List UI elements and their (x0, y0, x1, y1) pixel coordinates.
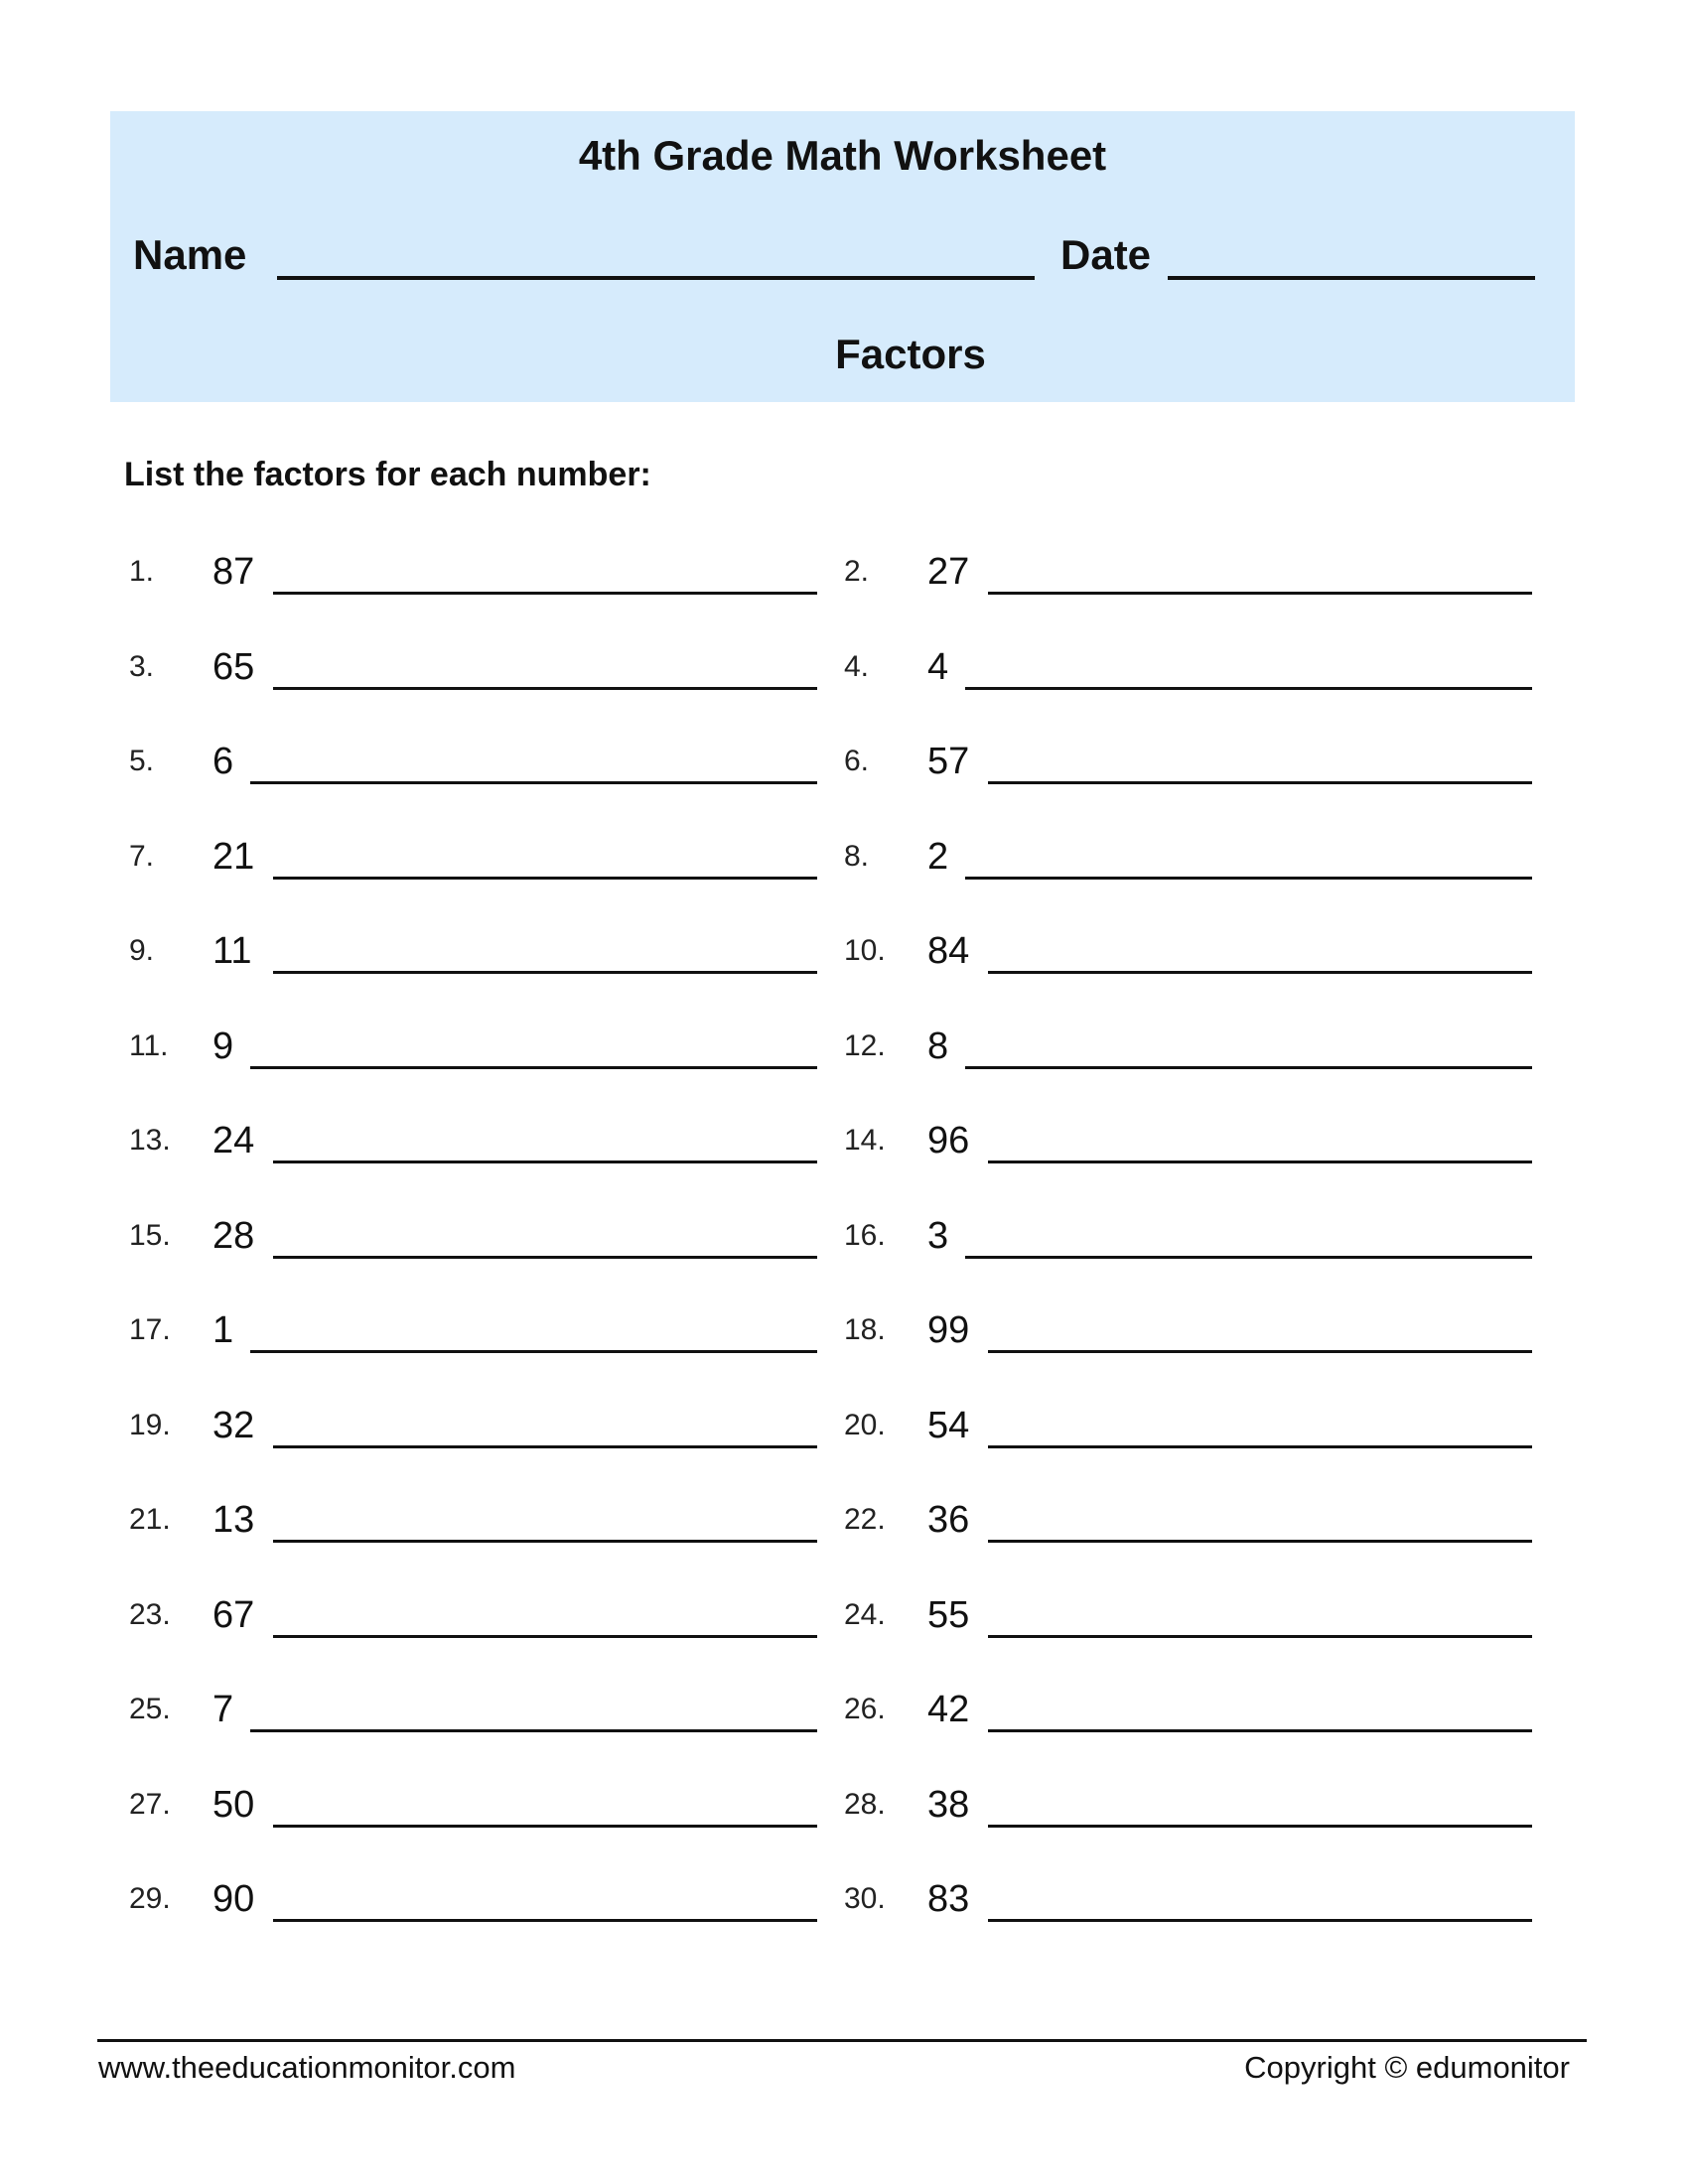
problem-item (129, 835, 817, 894)
problem-value: 27 (927, 551, 970, 593)
problem-number: 21. (129, 1503, 171, 1536)
problem-value: 38 (927, 1783, 970, 1826)
problem-number: 29. (129, 1882, 171, 1915)
problem-number: 1. (129, 555, 155, 588)
answer-line[interactable] (988, 971, 1532, 974)
answer-line[interactable] (273, 971, 817, 974)
problem-number: 15. (129, 1218, 171, 1252)
answer-line[interactable] (965, 1066, 1532, 1069)
problem-value: 96 (927, 1120, 970, 1161)
footer-copyright: Copyright © edumonitor (1244, 2050, 1570, 2085)
problem-item (844, 835, 1532, 894)
answer-line[interactable] (988, 1729, 1532, 1732)
problem-item (844, 1024, 1532, 1084)
problem-number: 22. (844, 1503, 886, 1536)
answer-line[interactable] (988, 781, 1532, 784)
date-label: Date (1060, 231, 1152, 278)
problem-item (844, 1214, 1532, 1274)
problem-value: 13 (212, 1499, 255, 1541)
problem-value: 21 (212, 835, 255, 878)
problem-value: 36 (927, 1499, 970, 1541)
problem-number: 13. (129, 1124, 171, 1157)
problem-value: 2 (927, 835, 949, 878)
instructions: List the factors for each number: (124, 456, 651, 493)
problem-value: 50 (212, 1783, 255, 1826)
answer-line[interactable] (965, 877, 1532, 880)
problem-item (129, 1024, 817, 1084)
footer-website: www.theeducationmonitor.com (98, 2050, 516, 2085)
problem-value: 90 (212, 1878, 255, 1920)
answer-line[interactable] (988, 1350, 1532, 1353)
problem-value: 54 (927, 1404, 970, 1446)
problem-number: 3. (129, 649, 155, 683)
problem-item (129, 1498, 817, 1558)
problem-item (129, 1688, 817, 1747)
problem-value: 65 (212, 645, 255, 688)
problem-number: 27. (129, 1787, 171, 1821)
problem-value: 7 (212, 1689, 234, 1730)
problem-number: 23. (129, 1597, 171, 1631)
answer-line[interactable] (250, 1350, 817, 1353)
problem-number: 26. (844, 1693, 886, 1725)
problem-value: 4 (927, 645, 949, 688)
problem-item (844, 740, 1532, 799)
answer-line[interactable] (273, 1919, 817, 1922)
name-label: Name (133, 231, 247, 278)
answer-line[interactable] (273, 1256, 817, 1259)
problem-value: 42 (927, 1689, 970, 1730)
problem-item (129, 1308, 817, 1368)
problem-item (129, 929, 817, 989)
answer-line[interactable] (988, 1825, 1532, 1828)
problem-number: 25. (129, 1693, 171, 1725)
answer-line[interactable] (250, 1729, 817, 1732)
problem-item (844, 1498, 1532, 1558)
answer-line[interactable] (988, 1160, 1532, 1163)
problem-value: 57 (927, 741, 970, 782)
problem-item (129, 1593, 817, 1653)
answer-line[interactable] (988, 1445, 1532, 1448)
problem-item (129, 1119, 817, 1178)
worksheet-subtitle: Factors (835, 331, 986, 377)
answer-line[interactable] (988, 1540, 1532, 1543)
problem-number: 10. (844, 934, 886, 967)
problem-number: 4. (844, 649, 870, 683)
answer-line[interactable] (965, 1256, 1532, 1259)
problem-item (844, 1593, 1532, 1653)
problem-number: 14. (844, 1124, 886, 1157)
answer-line[interactable] (273, 877, 817, 880)
problem-item (844, 929, 1532, 989)
answer-line[interactable] (988, 1919, 1532, 1922)
problem-item (129, 1877, 817, 1937)
answer-line[interactable] (965, 687, 1532, 690)
problem-item (844, 550, 1532, 610)
problem-item (129, 645, 817, 705)
answer-line[interactable] (273, 687, 817, 690)
problem-item (844, 645, 1532, 705)
answer-line[interactable] (273, 592, 817, 595)
answer-line[interactable] (273, 1540, 817, 1543)
problem-number: 28. (844, 1787, 886, 1821)
footer-divider (97, 2039, 1587, 2042)
problem-item (844, 1783, 1532, 1843)
problem-item (129, 740, 817, 799)
problem-value: 3 (927, 1214, 949, 1257)
problem-value: 67 (212, 1593, 255, 1636)
problem-number: 18. (844, 1313, 886, 1346)
problem-number: 30. (844, 1882, 886, 1915)
answer-line[interactable] (988, 592, 1532, 595)
problem-value: 9 (212, 1024, 234, 1067)
problem-number: 8. (844, 839, 870, 873)
problem-value: 11 (212, 930, 252, 972)
problem-value: 87 (212, 551, 255, 593)
problem-value: 28 (212, 1214, 255, 1257)
problem-number: 6. (844, 745, 870, 777)
answer-line[interactable] (273, 1160, 817, 1163)
problem-item (129, 1404, 817, 1463)
problem-number: 19. (129, 1408, 171, 1441)
problem-number: 17. (129, 1313, 171, 1346)
problem-number: 5. (129, 745, 155, 777)
problem-value: 83 (927, 1878, 970, 1920)
problem-value: 99 (927, 1309, 970, 1351)
problem-value: 32 (212, 1404, 255, 1446)
problem-value: 6 (212, 741, 234, 782)
answer-line[interactable] (250, 1066, 817, 1069)
answer-line[interactable] (273, 1445, 817, 1448)
problem-item (844, 1308, 1532, 1368)
problem-number: 24. (844, 1597, 886, 1631)
worksheet-title: 4th Grade Math Worksheet (578, 132, 1107, 179)
answer-line[interactable] (250, 781, 817, 784)
problem-value: 1 (212, 1309, 234, 1351)
problem-item (129, 550, 817, 610)
problem-value: 55 (927, 1593, 970, 1636)
problem-item (129, 1783, 817, 1843)
problem-item (129, 1214, 817, 1274)
problem-number: 11. (129, 1028, 169, 1062)
problem-value: 24 (212, 1120, 255, 1161)
problem-item (844, 1404, 1532, 1463)
problem-number: 2. (844, 555, 870, 588)
problem-number: 12. (844, 1028, 886, 1062)
problem-item (844, 1688, 1532, 1747)
problem-number: 7. (129, 839, 155, 873)
problem-number: 16. (844, 1218, 886, 1252)
problem-value: 8 (927, 1024, 949, 1067)
problem-number: 9. (129, 934, 155, 967)
answer-line[interactable] (988, 1635, 1532, 1638)
problem-item (844, 1119, 1532, 1178)
problem-item (844, 1877, 1532, 1937)
answer-line[interactable] (273, 1825, 817, 1828)
problem-number: 20. (844, 1408, 886, 1441)
answer-line[interactable] (273, 1635, 817, 1638)
problem-value: 84 (927, 930, 970, 972)
